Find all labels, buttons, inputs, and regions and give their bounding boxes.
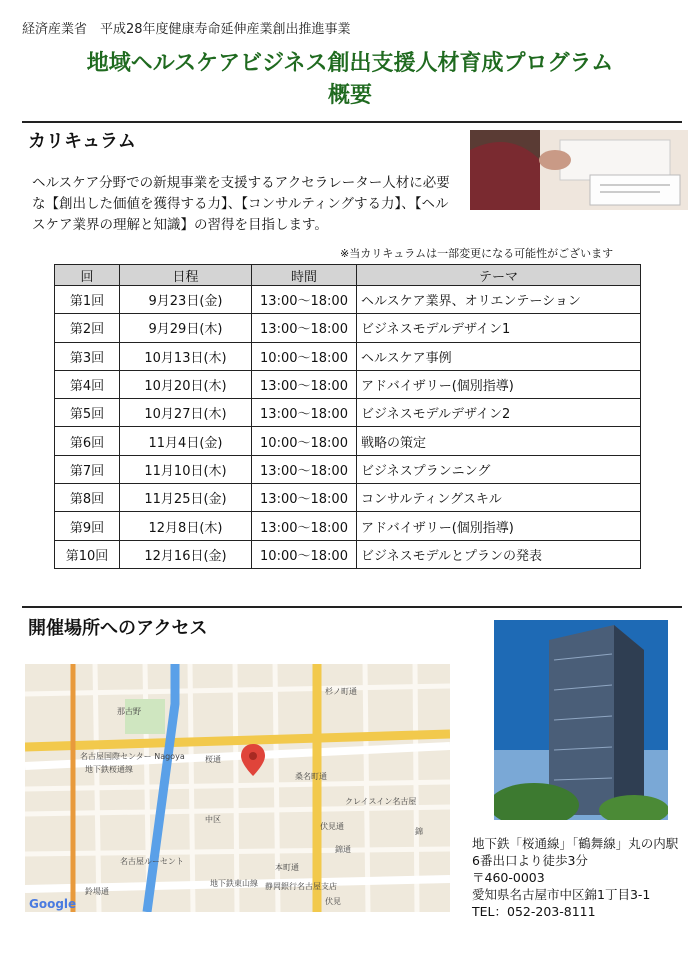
map-label: 桑名町通: [295, 772, 327, 781]
map-label: 杉ノ町通: [325, 687, 357, 696]
map-label: 地下鉄東山線: [210, 879, 258, 888]
time-cell: 10:00～18:00: [252, 342, 357, 370]
column-header: 回: [55, 265, 120, 286]
column-header: テーマ: [357, 265, 641, 286]
table-row: [55, 370, 641, 398]
map-label: 鈴場通: [85, 887, 109, 896]
section-divider: [22, 606, 682, 608]
time-cell: 13:00～18:00: [252, 484, 357, 512]
access-info: [472, 835, 678, 920]
table-row: [55, 512, 641, 540]
time-cell: 13:00～18:00: [252, 399, 357, 427]
theme-cell: ヘルスケア事例: [357, 342, 641, 370]
map-label: 伏見通: [320, 822, 344, 831]
time-cell: 10:00～18:00: [252, 427, 357, 455]
column-header: 時間: [252, 265, 357, 286]
map-label: 名古屋ルーセント: [120, 857, 184, 866]
session-cell: 第4回: [55, 370, 120, 398]
date-cell: 12月16日(金): [120, 540, 252, 568]
date-cell: 11月10日(木): [120, 455, 252, 483]
table-row: [55, 399, 641, 427]
access-map[interactable]: [25, 664, 450, 912]
table-row: [55, 455, 641, 483]
theme-cell: ビジネスモデルデザイン1: [357, 314, 641, 342]
curriculum-heading: カリキュラム: [28, 131, 136, 152]
session-cell: 第7回: [55, 455, 120, 483]
building-photo: [494, 620, 668, 820]
date-cell: 10月13日(木): [120, 342, 252, 370]
address: 愛知県名古屋市中区錦1丁目3-1: [472, 887, 651, 902]
access-heading: 開催場所へのアクセス: [28, 618, 208, 639]
theme-cell: コンサルティングスキル: [357, 484, 641, 512]
date-cell: 10月20日(木): [120, 370, 252, 398]
table-header-row: [55, 265, 641, 286]
time-cell: 13:00～18:00: [252, 286, 357, 314]
map-label: クレイスイン名古屋: [345, 797, 417, 806]
date-cell: 12月8日(木): [120, 512, 252, 540]
time-cell: 13:00～18:00: [252, 512, 357, 540]
time-cell: 13:00～18:00: [252, 314, 357, 342]
table-row: [55, 342, 641, 370]
access-line: 6番出口より徒歩3分: [472, 853, 588, 868]
time-cell: 10:00～18:00: [252, 540, 357, 568]
date-cell: 11月25日(金): [120, 484, 252, 512]
session-cell: 第10回: [55, 540, 120, 568]
map-label: 名古屋国際センター Nagoya: [80, 752, 185, 761]
phone: TEL：052-203-8111: [472, 904, 596, 919]
table-row: [55, 314, 641, 342]
map-label: 静岡銀行名古屋支店: [265, 882, 337, 891]
map-attribution: Google: [29, 897, 77, 911]
map-label: 那古野: [117, 707, 141, 716]
session-cell: 第2回: [55, 314, 120, 342]
session-cell: 第6回: [55, 427, 120, 455]
table-row: [55, 427, 641, 455]
table-row: [55, 540, 641, 568]
map-label: 桜通: [205, 755, 221, 764]
theme-cell: ビジネスモデルデザイン2: [357, 399, 641, 427]
theme-cell: 戦略の策定: [357, 427, 641, 455]
session-cell: 第5回: [55, 399, 120, 427]
meeting-photo: [470, 130, 688, 210]
map-label: 錦通: [335, 845, 351, 854]
map-label: 伏見: [325, 897, 341, 906]
change-note: ※当カリキュラムは一部変更になる可能性がございます: [340, 247, 614, 260]
curriculum-table: [54, 264, 641, 569]
curriculum-intro: ヘルスケア分野での新規事業を支援するアクセラレーター人材に必要な【創出した価値を獲得する力】、【コンサルティングする力】、【ヘルスケア業界の理解と知識】の習得を目指します。: [32, 175, 450, 233]
theme-cell: ビジネスモデルとプランの発表: [357, 540, 641, 568]
date-cell: 11月4日(金): [120, 427, 252, 455]
session-cell: 第1回: [55, 286, 120, 314]
time-cell: 13:00～18:00: [252, 455, 357, 483]
session-cell: 第8回: [55, 484, 120, 512]
table-row: [55, 286, 641, 314]
time-cell: 13:00～18:00: [252, 370, 357, 398]
map-label: 錦: [415, 827, 423, 836]
theme-cell: アドバイザリー(個別指導): [357, 370, 641, 398]
map-label: 地下鉄桜通線: [85, 765, 133, 774]
date-cell: 9月23日(金): [120, 286, 252, 314]
section-divider: [22, 121, 682, 123]
document-title: [0, 48, 700, 112]
session-cell: 第9回: [55, 512, 120, 540]
session-cell: 第3回: [55, 342, 120, 370]
table-row: [55, 484, 641, 512]
map-label: 本町通: [275, 863, 299, 872]
column-header: 日程: [120, 265, 252, 286]
postal-code: 〒460-0003: [472, 870, 545, 885]
theme-cell: ヘルスケア業界、オリエンテーション: [357, 286, 641, 314]
theme-cell: ビジネスプランニング: [357, 455, 641, 483]
header-line: 経済産業省 平成28年度健康寿命延伸産業創出推進事業: [22, 22, 351, 37]
map-label: 中区: [205, 815, 221, 824]
access-line: 地下鉄「桜通線」「鶴舞線」丸の内駅: [472, 836, 679, 851]
title-line-1: 地域ヘルスケアビジネス創出支援人材育成プログラム: [86, 51, 614, 76]
date-cell: 10月27日(木): [120, 399, 252, 427]
title-line-2: 概要: [327, 83, 372, 108]
theme-cell: アドバイザリー(個別指導): [357, 512, 641, 540]
date-cell: 9月29日(木): [120, 314, 252, 342]
